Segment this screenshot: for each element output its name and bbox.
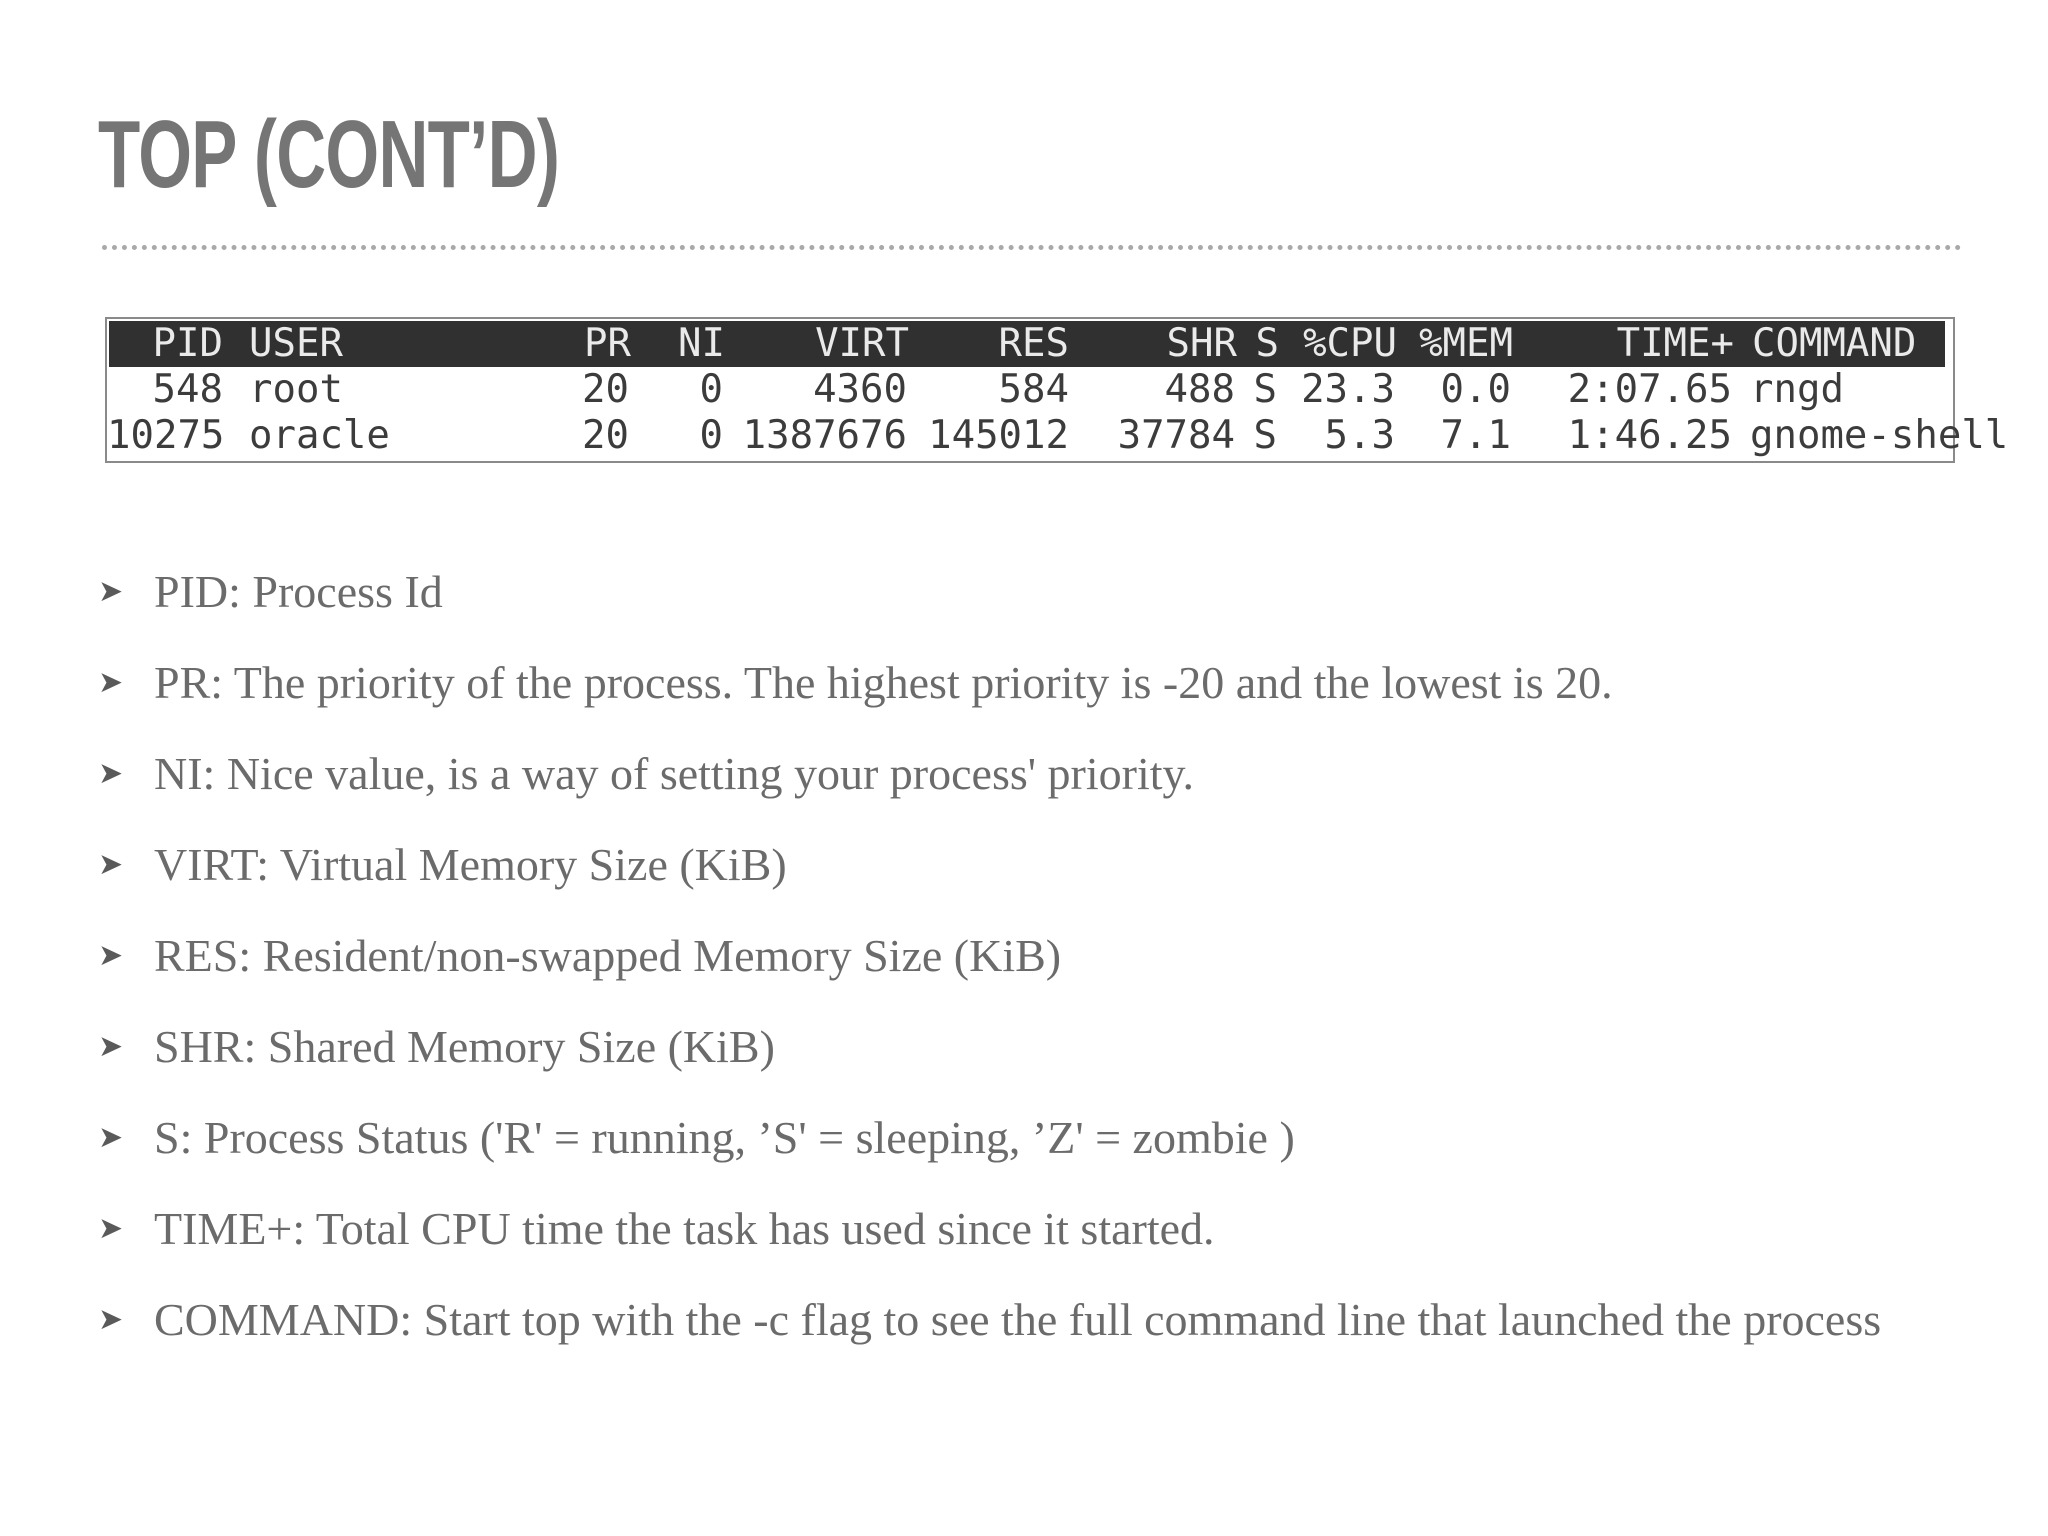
cell-cpu: 5.3	[1324, 413, 1395, 458]
header-pid: PID	[152, 321, 223, 366]
cell-cpu: 23.3	[1301, 367, 1395, 412]
cell-mem: 0.0	[1440, 367, 1511, 412]
cell-virt: 1387676	[742, 413, 907, 458]
table-row	[107, 413, 2009, 459]
arrow-bullet-icon: ➤	[98, 1302, 124, 1337]
arrow-bullet-icon: ➤	[98, 1211, 124, 1246]
bullet-res	[98, 924, 1978, 988]
arrow-bullet-icon: ➤	[98, 847, 124, 882]
header-command: COMMAND	[1752, 321, 1917, 366]
bullet-text: RES: Resident/non-swapped Memory Size (KiB)	[154, 930, 1062, 981]
cell-shr: 488	[1164, 367, 1235, 412]
cell-time: 1:46.25	[1567, 413, 1732, 458]
cell-time: 2:07.65	[1567, 367, 1732, 412]
table-header-row	[109, 321, 1945, 367]
header-pr: PR	[584, 321, 631, 366]
slide-title: TOP (CONT’D)	[98, 101, 560, 208]
header-user: USER	[249, 321, 343, 366]
bullet-time	[98, 1197, 1978, 1261]
cell-pid: 548	[152, 367, 223, 412]
bullet-pr	[98, 651, 1978, 715]
header-cpu: %CPU	[1303, 321, 1397, 366]
bullet-command	[98, 1288, 1978, 1352]
header-shr: SHR	[1166, 321, 1237, 366]
bullet-shr	[98, 1015, 1978, 1079]
bullet-status	[98, 1106, 1978, 1170]
bullet-text: VIRT: Virtual Memory Size (KiB)	[154, 839, 787, 890]
cell-res: 145012	[928, 413, 1069, 458]
cell-status: S	[1253, 367, 1277, 412]
cell-ni: 0	[699, 367, 723, 412]
bullet-text: COMMAND: Start top with the -c flag to see the full command line that launched the process	[154, 1294, 1882, 1345]
cell-pid: 10275	[107, 413, 225, 458]
header-time: TIME+	[1616, 321, 1734, 366]
cell-user: oracle	[249, 413, 390, 458]
table-row	[107, 367, 1844, 413]
arrow-bullet-icon: ➤	[98, 665, 124, 700]
bullet-list	[98, 560, 1978, 1379]
header-mem: %MEM	[1419, 321, 1513, 366]
header-res: RES	[998, 321, 1069, 366]
cell-command: rngd	[1750, 367, 1844, 412]
bullet-text: S: Process Status ('R' = running, ’S' = sleeping, ’Z' = zombie )	[154, 1112, 1295, 1163]
cell-res: 584	[998, 367, 1069, 412]
cell-shr: 37784	[1117, 413, 1235, 458]
header-ni: NI	[678, 321, 725, 366]
bullet-text: TIME+: Total CPU time the task has used since it started.	[154, 1203, 1215, 1254]
cell-status: S	[1253, 413, 1277, 458]
arrow-bullet-icon: ➤	[98, 938, 124, 973]
top-output-table	[105, 317, 2009, 463]
bullet-text: PID: Process Id	[154, 566, 443, 617]
bullet-pid	[98, 560, 1978, 624]
header-virt: VIRT	[815, 321, 909, 366]
arrow-bullet-icon: ➤	[98, 574, 124, 609]
header-s: S	[1255, 321, 1279, 366]
title-divider	[102, 245, 1962, 250]
cell-pr: 20	[582, 413, 629, 458]
cell-pr: 20	[582, 367, 629, 412]
bullet-ni	[98, 742, 1978, 806]
arrow-bullet-icon: ➤	[98, 756, 124, 791]
cell-virt: 4360	[813, 367, 907, 412]
arrow-bullet-icon: ➤	[98, 1029, 124, 1064]
arrow-bullet-icon: ➤	[98, 1120, 124, 1155]
cell-mem: 7.1	[1440, 413, 1511, 458]
bullet-text: PR: The priority of the process. The highest priority is -20 and the lowest is 20.	[154, 657, 1613, 708]
cell-command: gnome-shell	[1750, 413, 2009, 458]
cell-user: root	[249, 367, 343, 412]
bullet-text: SHR: Shared Memory Size (KiB)	[154, 1021, 775, 1072]
bullet-virt	[98, 833, 1978, 897]
cell-ni: 0	[699, 413, 723, 458]
bullet-text: NI: Nice value, is a way of setting your process' priority.	[154, 748, 1195, 799]
